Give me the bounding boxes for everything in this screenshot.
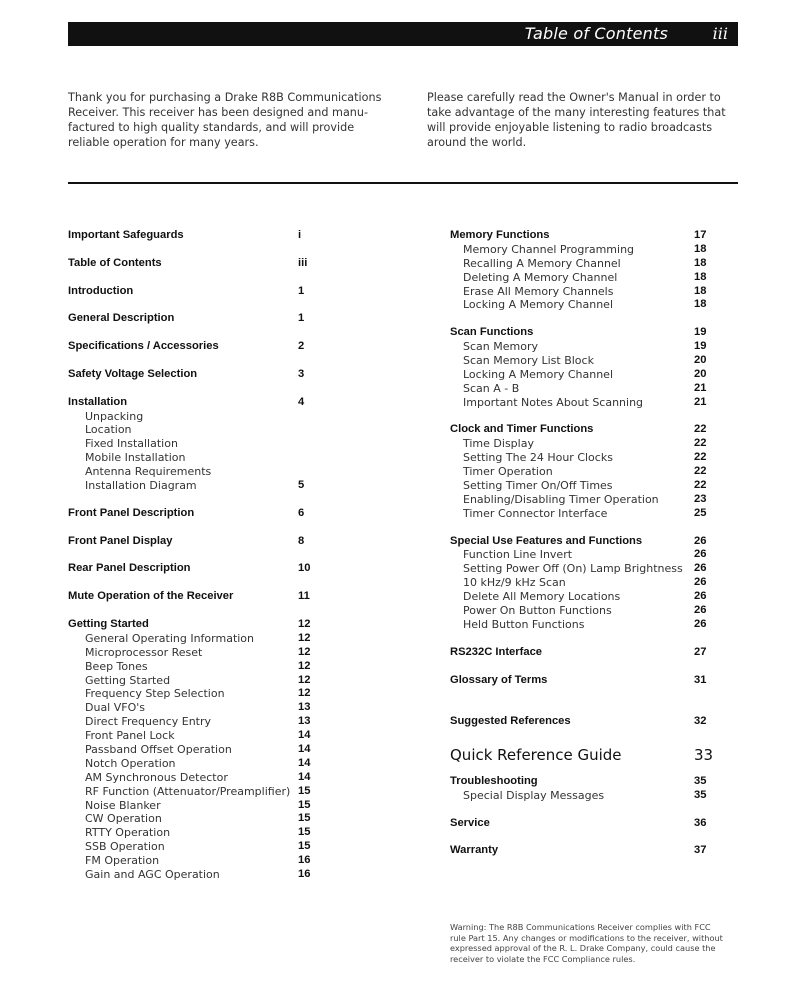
page-title: Table of Contents — [524, 24, 668, 43]
toc-subentry[interactable] — [68, 701, 324, 715]
toc-subentry[interactable] — [68, 451, 324, 465]
toc-section — [68, 618, 324, 882]
toc-entry[interactable] — [68, 257, 324, 271]
toc-subentry[interactable] — [450, 479, 708, 493]
toc-entry-page: 1 — [298, 284, 305, 297]
toc-section — [68, 562, 324, 576]
toc-subentry[interactable] — [450, 618, 708, 632]
toc-subentry-page: 14 — [298, 770, 311, 783]
toc-entry-title: Memory Functions — [450, 229, 550, 241]
toc-entry-page: 11 — [298, 590, 310, 603]
toc-subentry-page: 18 — [694, 242, 707, 255]
toc-subentry-title: Power On Button Functions — [463, 604, 612, 618]
toc-subentry-title: Mobile Installation — [85, 451, 186, 465]
toc-subentry-title: Delete All Memory Locations — [463, 590, 621, 604]
toc-subentry-title: Antenna Requirements — [85, 465, 212, 479]
toc-subentry[interactable] — [450, 604, 708, 618]
toc-subentry-title: SSB Operation — [85, 840, 165, 854]
intro-line: will provide enjoyable listening to radio broadcasts — [427, 121, 713, 134]
toc-subentry-title: General Operating Information — [85, 631, 255, 645]
warning-line: Warning: The R8B Communications Receiver complies with FCC — [450, 922, 711, 932]
toc-subentry[interactable] — [450, 562, 708, 576]
toc-subentry-title: Fixed Installation — [85, 437, 178, 451]
toc-entry[interactable] — [68, 368, 324, 382]
toc-subentry[interactable] — [68, 410, 324, 424]
toc-subentry[interactable] — [68, 646, 324, 660]
toc-entry-title: Suggested References — [450, 715, 571, 728]
toc-subentry[interactable] — [68, 729, 324, 743]
toc-entry-page: 36 — [694, 816, 707, 829]
toc-subentry-title: Scan Memory — [463, 340, 538, 354]
toc-subentry-title: Front Panel Lock — [85, 729, 175, 743]
toc-section — [68, 396, 324, 493]
toc-subentry-page: 15 — [298, 826, 311, 839]
toc-subentry-title: Setting Power Off (On) Lamp Brightness — [463, 562, 683, 576]
toc-subentry-title: Setting The 24 Hour Clocks — [463, 451, 613, 465]
toc-subentry-page: 26 — [694, 604, 707, 617]
toc-entry-title: RS232C Interface — [450, 645, 543, 658]
toc-subentry[interactable] — [68, 771, 324, 785]
toc-subentry-title: Noise Blanker — [85, 798, 161, 812]
toc-section — [68, 257, 324, 271]
toc-entry-page: 17 — [694, 229, 707, 241]
toc-subentry-title: Memory Channel Programming — [463, 242, 635, 256]
toc-entry-title: Mute Operation of the Receiver — [68, 590, 234, 603]
toc-entry[interactable] — [450, 775, 708, 789]
toc-subentry-page: 15 — [298, 798, 311, 811]
toc-subentry[interactable] — [450, 298, 708, 312]
toc-subentry-title: Passband Offset Operation — [85, 742, 232, 756]
toc-entry[interactable] — [68, 312, 324, 326]
toc-subentry-title: Time Display — [463, 437, 534, 451]
toc-entry-page: 37 — [694, 844, 707, 857]
toc-subentry-page: 35 — [694, 788, 707, 801]
toc-subentry-title: CW Operation — [85, 812, 162, 826]
toc-subentry-page: 26 — [694, 562, 707, 575]
toc-section — [450, 229, 708, 312]
toc-subentry-page: 20 — [694, 354, 707, 367]
intro-line: reliable operation for many years. — [68, 136, 259, 149]
toc-subentry[interactable] — [450, 285, 708, 299]
toc-subentry-page: 21 — [694, 395, 707, 408]
toc-entry[interactable] — [68, 507, 324, 521]
toc-subentry[interactable] — [68, 826, 324, 840]
toc-subentry-page: 14 — [298, 729, 311, 742]
toc-subentry-title: Setting Timer On/Off Times — [463, 479, 613, 493]
toc-subentry-title: Getting Started — [85, 673, 171, 687]
warning-line: receiver to violate the FCC Compliance rules. — [450, 953, 636, 964]
toc-subentry[interactable] — [450, 548, 708, 562]
toc-entry-title: General Description — [68, 312, 175, 325]
toc-entry[interactable] — [68, 340, 324, 354]
toc-subentry[interactable] — [450, 396, 708, 410]
toc-entry-title: Front Panel Display — [68, 534, 173, 547]
toc-section — [68, 368, 324, 382]
toc-subentry-page: 15 — [298, 840, 311, 853]
toc-subentry-page: 12 — [298, 645, 311, 658]
toc-subentry-title: Beep Tones — [85, 659, 148, 673]
toc-subentry[interactable] — [68, 840, 324, 854]
toc-subentry[interactable] — [450, 590, 708, 604]
toc-entry[interactable] — [450, 715, 708, 729]
toc-subentry-title: Installation Diagram — [85, 479, 197, 493]
toc-entry[interactable] — [450, 674, 708, 688]
toc-entry[interactable] — [450, 535, 708, 549]
toc-entry-title: Glossary of Terms — [450, 673, 548, 686]
toc-entry-page: 32 — [694, 715, 707, 728]
toc-section — [68, 590, 324, 604]
toc-subentry[interactable] — [68, 715, 324, 729]
toc-subentry-page: 13 — [298, 715, 311, 728]
toc-subentry-page: 23 — [694, 492, 707, 505]
toc-entry-title: Rear Panel Description — [68, 562, 191, 575]
toc-section — [450, 674, 708, 688]
toc-subentry-page: 15 — [298, 812, 311, 825]
toc-subentry-page: 14 — [298, 742, 311, 755]
toc-subentry[interactable] — [68, 799, 324, 813]
toc-subentry[interactable] — [450, 354, 708, 368]
toc-subentry-title: Special Display Messages — [463, 788, 605, 802]
toc-section — [68, 340, 324, 354]
toc-entry-title: Troubleshooting — [450, 774, 538, 787]
toc-entry-title: Important Safeguards — [68, 229, 184, 241]
toc-subentry-page: 26 — [694, 576, 707, 589]
toc-subentry-page: 20 — [694, 367, 707, 380]
toc-section — [68, 285, 324, 299]
header-bar — [68, 22, 738, 46]
toc-subentry[interactable] — [450, 451, 708, 465]
toc-subentry-title: Erase All Memory Channels — [463, 284, 614, 298]
toc-subentry[interactable] — [68, 674, 324, 688]
toc-subentry[interactable] — [68, 785, 324, 799]
toc-entry-page: 4 — [298, 395, 305, 408]
toc-entry[interactable] — [450, 743, 714, 767]
toc-entry-page: 22 — [694, 423, 707, 436]
toc-subentry-title: Direct Frequency Entry — [85, 715, 212, 729]
toc-entry[interactable] — [450, 844, 708, 858]
intro-paragraph-right — [427, 90, 742, 150]
fcc-warning — [450, 922, 768, 964]
intro-line: Receiver. This receiver has been designed and manu- — [68, 106, 369, 119]
toc-subentry[interactable] — [450, 465, 708, 479]
toc-subentry[interactable] — [450, 437, 708, 451]
toc-entry-title: Specifications / Accessories — [68, 340, 219, 353]
intro-line: around the world. — [427, 136, 527, 149]
toc-subentry-page: 18 — [694, 270, 707, 283]
warning-line: expressed approval of the R. L. Drake Company, could cause the — [450, 943, 716, 954]
toc-section — [450, 646, 708, 660]
toc-section — [450, 715, 708, 729]
toc-section — [450, 844, 708, 858]
toc-subentry-page: 26 — [694, 590, 707, 603]
toc-subentry[interactable] — [450, 271, 708, 285]
toc-subentry[interactable] — [68, 868, 324, 882]
toc-subentry-title: Microprocessor Reset — [85, 645, 203, 659]
toc-entry-title: Front Panel Description — [68, 506, 195, 519]
toc-subentry[interactable] — [68, 660, 324, 674]
toc-subentry-page: 22 — [694, 451, 707, 464]
toc-subentry-title: RTTY Operation — [85, 826, 171, 840]
toc-entry-title: Clock and Timer Functions — [450, 423, 594, 436]
toc-entry-title: Table of Contents — [68, 256, 162, 269]
intro-line: take advantage of the many interesting features that — [427, 106, 726, 119]
toc-subentry[interactable] — [450, 340, 708, 354]
intro-line: Please carefully read the Owner's Manual in order to — [427, 91, 721, 104]
toc-subentry-title: Gain and AGC Operation — [85, 867, 220, 881]
toc-subentry[interactable] — [450, 493, 708, 507]
toc-entry-title: Warranty — [450, 844, 499, 857]
toc-subentry-page: 15 — [298, 784, 311, 797]
toc-subentry-title: Important Notes About Scanning — [463, 395, 644, 409]
toc-entry[interactable] — [68, 590, 324, 604]
toc-subentry-page: 16 — [298, 854, 311, 867]
toc-entry[interactable] — [68, 618, 324, 632]
toc-subentry-title: Unpacking — [85, 409, 144, 423]
toc-subentry-title: Notch Operation — [85, 756, 176, 770]
toc-entry[interactable] — [450, 423, 708, 437]
toc-subentry[interactable] — [68, 687, 324, 701]
toc-entry-page: 6 — [298, 506, 305, 519]
toc-subentry-title: Timer Connector Interface — [463, 506, 608, 520]
toc-subentry-title: 10 kHz/9 kHz Scan — [463, 576, 566, 590]
toc-entry-page: 19 — [694, 326, 707, 339]
toc-section — [68, 535, 324, 549]
page-number: iii — [712, 24, 728, 43]
toc-entry-title: Getting Started — [68, 617, 149, 630]
toc-entry[interactable] — [450, 817, 708, 831]
toc-subentry-page: 12 — [298, 631, 311, 644]
toc-column-left — [68, 229, 324, 882]
toc-subentry-title: Dual VFO's — [85, 701, 146, 715]
toc-entry[interactable] — [68, 229, 324, 243]
intro-line: factured to high quality standards, and will provide — [68, 121, 355, 134]
toc-entry-page: 3 — [298, 367, 305, 380]
toc-entry[interactable] — [68, 535, 324, 549]
toc-subentry[interactable] — [68, 437, 324, 451]
toc-entry-page: 26 — [694, 534, 707, 547]
toc-column-right — [450, 229, 714, 858]
toc-section — [450, 423, 708, 520]
toc-subentry-title: Location — [85, 423, 132, 437]
intro-paragraph-left — [68, 90, 388, 150]
toc-entry-title: Installation — [68, 395, 128, 408]
toc-entry-page: 27 — [694, 645, 707, 658]
toc-entry[interactable] — [450, 326, 708, 340]
toc-entry-title: Quick Reference Guide — [450, 745, 622, 764]
toc-subentry-title: Function Line Invert — [463, 548, 573, 562]
toc-subentry[interactable] — [450, 507, 708, 521]
toc-subentry-page: 18 — [694, 256, 707, 269]
toc-entry-title: Introduction — [68, 284, 134, 297]
toc-entry[interactable] — [68, 285, 324, 299]
toc-subentry[interactable] — [450, 789, 708, 803]
toc-subentry-page: 14 — [298, 756, 311, 769]
toc-subentry-title: Recalling A Memory Channel — [463, 256, 621, 270]
toc-entry-title: Special Use Features and Functions — [450, 534, 643, 547]
toc-subentry-page: 12 — [298, 673, 311, 686]
toc-section — [68, 312, 324, 326]
toc-entry-page: 35 — [694, 774, 707, 787]
toc-subentry-page: 16 — [298, 867, 311, 880]
toc-subentry-title: Locking A Memory Channel — [463, 367, 614, 381]
toc-section — [450, 743, 714, 767]
toc-subentry-title: Enabling/Disabling Timer Operation — [463, 492, 659, 506]
toc-entry-page: 33 — [694, 745, 714, 764]
toc-entry[interactable] — [68, 562, 324, 576]
toc-subentry-title: Locking A Memory Channel — [463, 298, 614, 312]
toc-subentry[interactable] — [68, 632, 324, 646]
toc-subentry[interactable] — [450, 382, 708, 396]
toc-subentry-page: 12 — [298, 659, 311, 672]
toc-subentry-page: 22 — [694, 465, 707, 478]
toc-entry-page: 12 — [298, 617, 311, 630]
toc-subentry-page: 5 — [298, 479, 305, 492]
toc-subentry[interactable] — [450, 243, 708, 257]
warning-line: rule Part 15. Any changes or modifications to the receiver, without — [450, 932, 723, 943]
toc-section — [450, 775, 708, 803]
toc-subentry-title: Timer Operation — [463, 465, 553, 479]
toc-subentry-title: RF Function (Attenuator/Preamplifier) — [85, 784, 291, 798]
toc-subentry-title: FM Operation — [85, 854, 160, 868]
toc-subentry[interactable] — [68, 812, 324, 826]
toc-section — [450, 326, 708, 409]
toc-subentry-title: AM Synchronous Detector — [85, 770, 228, 784]
toc-subentry-page: 26 — [694, 548, 707, 561]
toc-entry-title: Service — [450, 816, 490, 829]
toc-entry-page: 2 — [298, 340, 305, 353]
intro-line: Thank you for purchasing a Drake R8B Communications — [68, 91, 382, 104]
toc-entry-title: Scan Functions — [450, 326, 534, 339]
toc-subentry[interactable] — [68, 757, 324, 771]
toc-subentry-page: 18 — [694, 284, 707, 297]
toc-subentry-title: Scan A - B — [463, 381, 520, 395]
toc-subentry-page: 12 — [298, 687, 311, 700]
toc-subentry-page: 25 — [694, 506, 707, 519]
toc-subentry-page: 22 — [694, 479, 707, 492]
toc-entry-page: iii — [298, 256, 308, 269]
toc-section — [68, 229, 324, 243]
toc-subentry-page: 18 — [694, 298, 707, 311]
toc-subentry[interactable] — [68, 423, 324, 437]
toc-entry-page: 10 — [298, 562, 311, 575]
toc-entry-title: Safety Voltage Selection — [68, 367, 198, 380]
toc-subentry[interactable] — [68, 479, 324, 493]
toc-subentry-page: 21 — [694, 381, 707, 394]
toc-subentry[interactable] — [450, 576, 708, 590]
toc-subentry[interactable] — [68, 465, 324, 479]
toc-section — [450, 817, 708, 831]
toc-subentry[interactable] — [68, 854, 324, 868]
toc-subentry[interactable] — [68, 743, 324, 757]
toc-subentry-title: Scan Memory List Block — [463, 354, 594, 368]
toc-subentry-page: 19 — [694, 340, 707, 353]
toc-entry[interactable] — [68, 396, 324, 410]
toc-subentry[interactable] — [450, 368, 708, 382]
toc-subentry-title: Frequency Step Selection — [85, 687, 225, 701]
toc-entry-page: 31 — [694, 673, 707, 686]
toc-entry[interactable] — [450, 646, 708, 660]
toc-entry[interactable] — [450, 229, 708, 243]
toc-subentry-page: 22 — [694, 437, 707, 450]
section-divider — [68, 182, 738, 184]
toc-subentry[interactable] — [450, 257, 708, 271]
toc-entry-page: i — [298, 229, 302, 241]
toc-section — [450, 535, 708, 632]
toc-subentry-title: Held Button Functions — [463, 617, 585, 631]
toc-section — [68, 507, 324, 521]
toc-subentry-page: 26 — [694, 617, 707, 630]
toc-subentry-title: Deleting A Memory Channel — [463, 270, 618, 284]
toc-subentry-page: 13 — [298, 701, 311, 714]
toc-entry-page: 8 — [298, 534, 305, 547]
toc-entry-page: 1 — [298, 312, 305, 325]
